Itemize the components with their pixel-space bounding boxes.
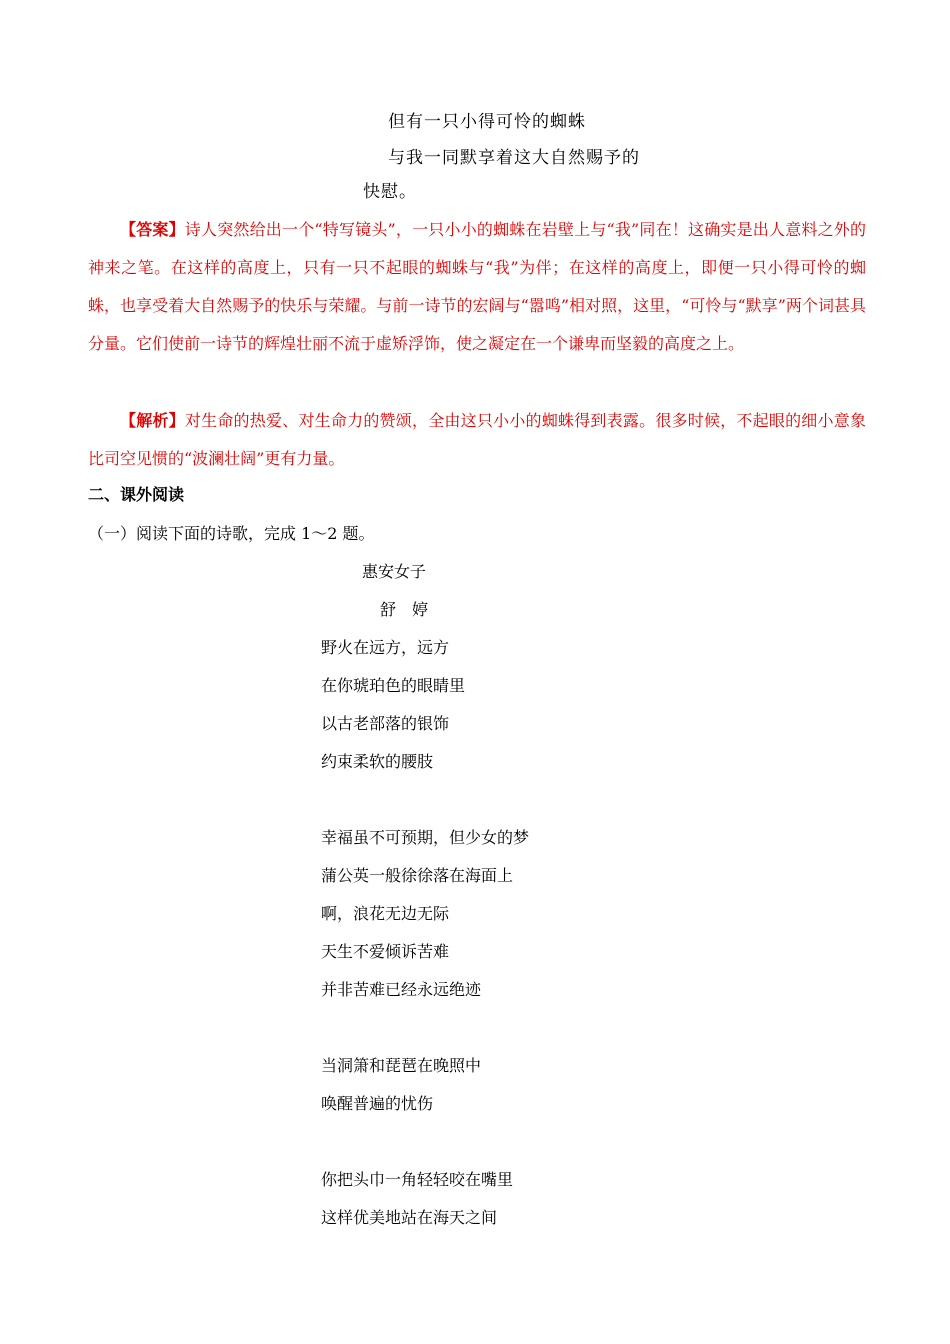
poem-line: 以古老部落的银饰 — [321, 714, 450, 733]
poem-line: 并非苦难已经永远绝迹 — [321, 980, 482, 999]
poem-line: 野火在远方，远方 — [321, 638, 450, 657]
poem-line: 蒲公英一般徐徐落在海面上 — [321, 866, 514, 885]
poem-fragment-line-3: 快慰。 — [363, 182, 417, 202]
poem-line: 唤醒普遍的忧伤 — [321, 1094, 434, 1113]
answer-paragraph — [88, 211, 866, 363]
reading-instruction: （一）阅读下面的诗歌，完成 1～2 题。 — [88, 524, 375, 543]
poem-line: 你把头巾一角轻轻咬在嘴里 — [321, 1170, 514, 1189]
analysis-tag: 【解析】 — [120, 411, 185, 430]
section-heading: 二、课外阅读 — [88, 485, 185, 504]
poem-line: 这样优美地站在海天之间 — [321, 1208, 498, 1227]
poem-fragment-line-1: 但有一只小得可怜的蜘蛛 — [388, 112, 586, 132]
poem-line: 在你琥珀色的眼睛里 — [321, 676, 466, 695]
poem-line: 幸福虽不可预期，但少女的梦 — [321, 828, 530, 847]
analysis-paragraph — [88, 402, 866, 478]
poem-title: 惠安女子 — [362, 562, 427, 581]
answer-text: 诗人突然给出一个“特写镜头”，一只小小的蜘蛛在岩壁上与“我”同在！这确实是出人意料之外的神来之笔。在这样的高度上，只有一只不起眼的蜘蛛与“我”为伴；在这样的高度上，即便一只小得可怜的蜘蛛，也享受着大自然赐予的快乐与荣耀。与前一诗节的宏阔与“嚣鸣”相对照，这里，“可怜与“默享”两个词甚具分量。它们使前一诗节的辉煌壮丽不流于虚矫浮饰，使之凝定在一个谦卑而坚毅的高度之上。 — [88, 220, 866, 353]
poem-line: 约束柔软的腰肢 — [321, 752, 434, 771]
answer-tag: 【答案】 — [120, 220, 185, 239]
poem-fragment-line-2: 与我一同默享着这大自然赐予的 — [388, 148, 640, 168]
poem-line: 当洞箫和琵琶在晚照中 — [321, 1056, 482, 1075]
poem-line: 啊，浪花无边无际 — [321, 904, 450, 923]
analysis-text: 对生命的热爱、对生命力的赞颂，全由这只小小的蜘蛛得到表露。很多时候，不起眼的细小意象比司空见惯的“波澜壮阔”更有力量。 — [88, 411, 866, 468]
poem-author: 舒 婷 — [380, 600, 429, 619]
poem-line: 天生不爱倾诉苦难 — [321, 942, 450, 961]
